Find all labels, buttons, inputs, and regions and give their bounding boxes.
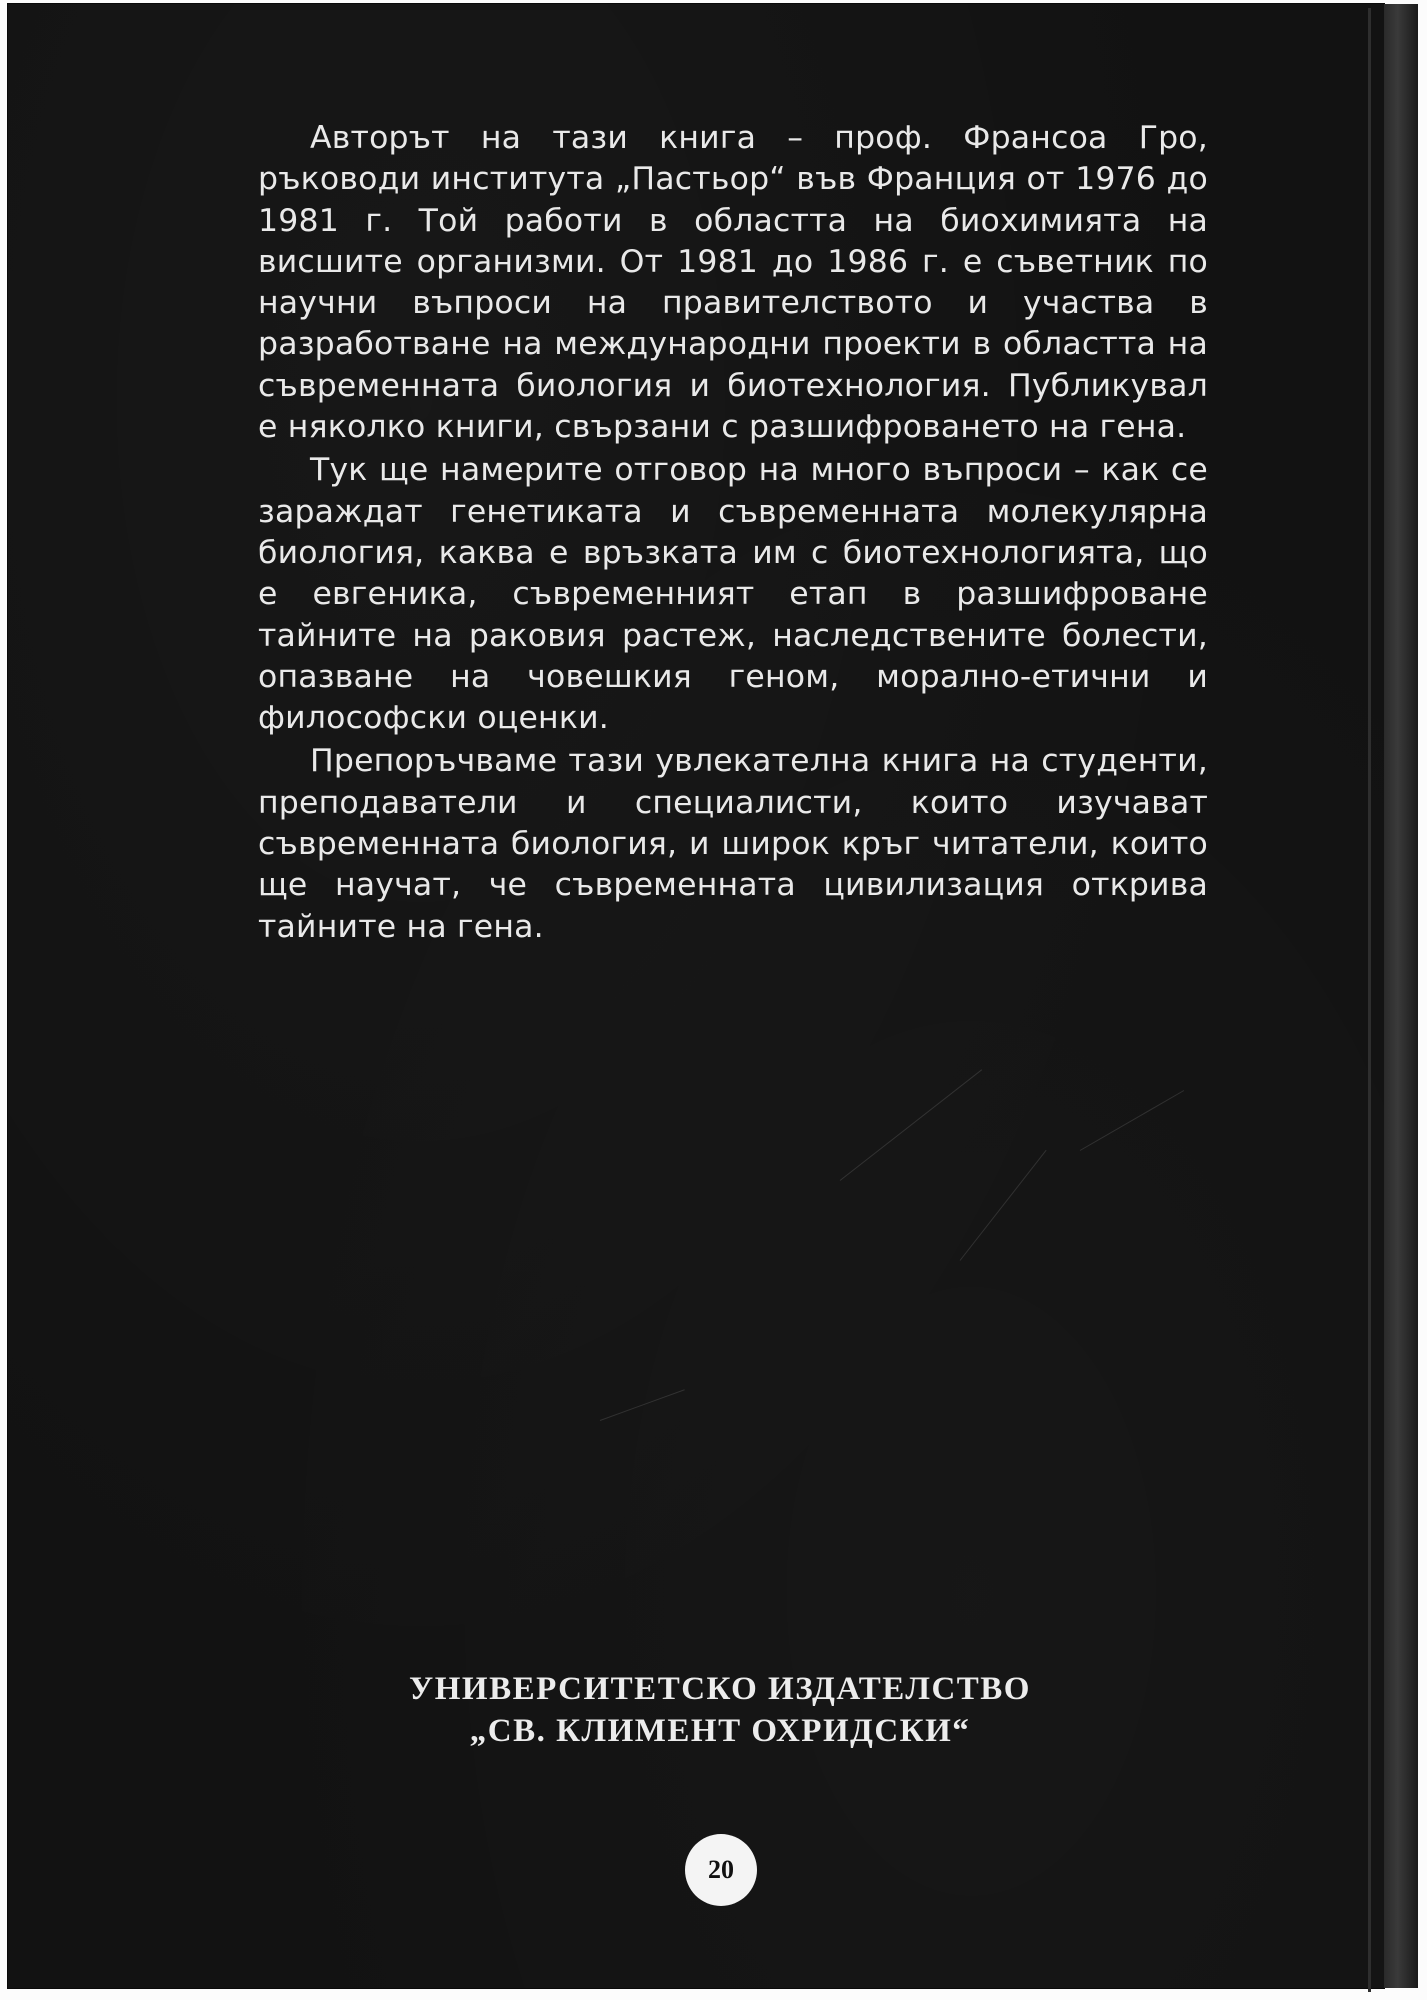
- blurb-paragraph-author: Авторът на тази книга – проф. Франсоа Гро, ръководи института „Пастьор“ във Франция от 1976 до 1981 г. Той работи в областта на биохимията на висшите организми. От 1981 до 1986 г. е съветник по научни въпроси на правителството и участва в разработване на международни проекти в областта на съвременната биология и биотехнология. Публикувал е няколко книги, свързани с разшифроването на гена.: [258, 120, 1208, 446]
- blurb-paragraph-recommendation: Препоръчваме тази увлекателна книга на студенти, преподаватели и специалисти, които изучават съвременната биология, и широк кръг читатели, които ще научат, че съвременната цивилизация открива тайните на гена.: [258, 743, 1208, 945]
- blurb-text: [258, 118, 1208, 948]
- publisher-imprint: [280, 1668, 1160, 1752]
- publisher-name-line2: „СВ. КЛИМЕНТ ОХРИДСКИ“: [469, 1713, 971, 1749]
- publisher-name-line1: УНИВЕРСИТЕТСКО ИЗДАТЕЛСТВО: [409, 1671, 1031, 1707]
- series-number-badge: 20: [685, 1834, 757, 1906]
- spine-fold-line: [1368, 8, 1371, 1992]
- blurb-paragraph-contents: Тук ще намерите отговор на много въпроси – как се зараждат генетиката и съвременната молекулярна биология, каква е връзката им с биотехнологията, що е евгеника, съвременният етап в разшифроване тайните на раковия растеж, наследствените болести, опазване на човешкия геном, морално-етични и философски оценки.: [258, 452, 1208, 737]
- book-spine-edge: [1384, 4, 1418, 1988]
